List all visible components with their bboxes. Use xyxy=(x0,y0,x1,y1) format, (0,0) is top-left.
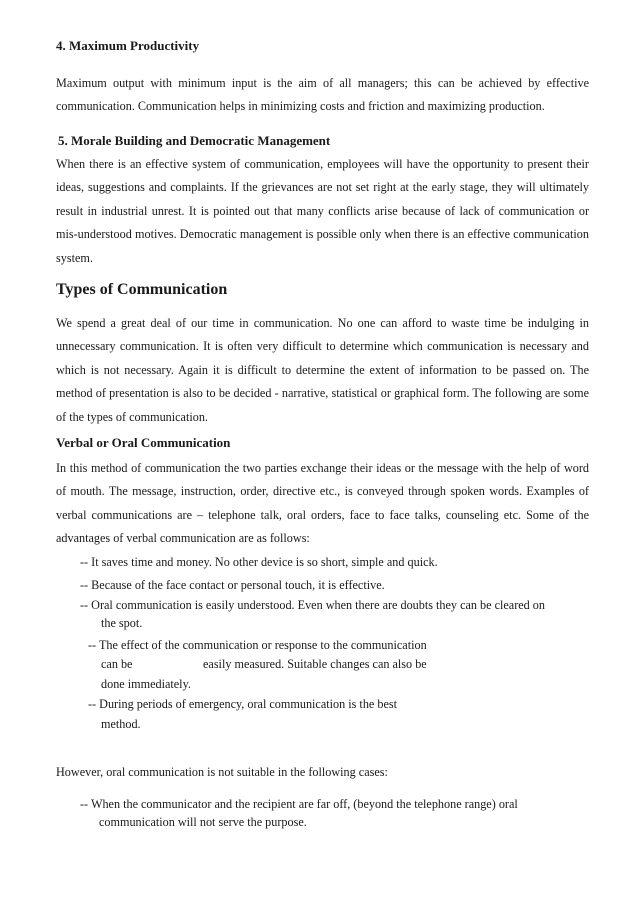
list-item-continuation: done immediately. xyxy=(101,677,191,691)
list-item-continuation: easily measured. Suitable changes can also be xyxy=(203,657,427,671)
list-item: -- The effect of the communication or response to the communication xyxy=(88,638,427,652)
list-item: -- During periods of emergency, oral communication is the best xyxy=(88,697,398,711)
list-item-continuation: the spot. xyxy=(101,616,143,630)
paragraph-verbal-communication: In this method of communication the two parties exchange their ideas or the message with the help of word of mouth. The message, instruction, order, directive etc., is conveyed through spoken words. Examples of verbal communications are – telephone talk, oral orders, face to face talks, counseling etc. Some of the advantages of verbal communication are as follows: xyxy=(56,461,589,546)
list-item-continuation: can be xyxy=(101,657,133,671)
paragraph-morale-building: When there is an effective system of communication, employees will have the opportunity to present their ideas, suggestions and complaints. If the grievances are not set right at the early stage, they will ultimately result in industrial unrest. It is pointed out that many conflicts arise because of lack of communication or mis-understood motives. Democratic management is possible only when there is an effective communication system. xyxy=(56,157,589,265)
heading-types-of-communication: Types of Communication xyxy=(56,281,228,298)
paragraph-types-of-communication: We spend a great deal of our time in communication. No one can afford to waste time be indulging in unnecessary communication. It is often very difficult to determine which communication is necessary and which is not necessary. Again it is difficult to determine the extent of information to be passed on. The method of presentation is also to be decided - narrative, statistical or graphical form. The following are some of the types of communication. xyxy=(56,316,589,424)
list-item: -- Oral communication is easily understood. Even when there are doubts they can be cleared on xyxy=(80,598,545,612)
list-item: -- When the communicator and the recipient are far off, (beyond the telephone range) oral xyxy=(80,797,518,811)
list-item-continuation: communication will not serve the purpose. xyxy=(99,815,307,829)
heading-verbal-communication: Verbal or Oral Communication xyxy=(56,435,231,450)
list-item: -- It saves time and money. No other device is so short, simple and quick. xyxy=(80,555,438,569)
list-item: -- Because of the face contact or personal touch, it is effective. xyxy=(80,578,385,592)
list-item-continuation: method. xyxy=(101,717,141,731)
paragraph-however: However, oral communication is not suitable in the following cases: xyxy=(56,765,388,779)
heading-maximum-productivity: 4. Maximum Productivity xyxy=(56,38,200,53)
heading-morale-building: 5. Morale Building and Democratic Management xyxy=(58,133,331,148)
paragraph-maximum-productivity: Maximum output with minimum input is the aim of all managers; this can be achieved by effective communication. Communication helps in minimizing costs and friction and maximizing production. xyxy=(56,76,589,114)
